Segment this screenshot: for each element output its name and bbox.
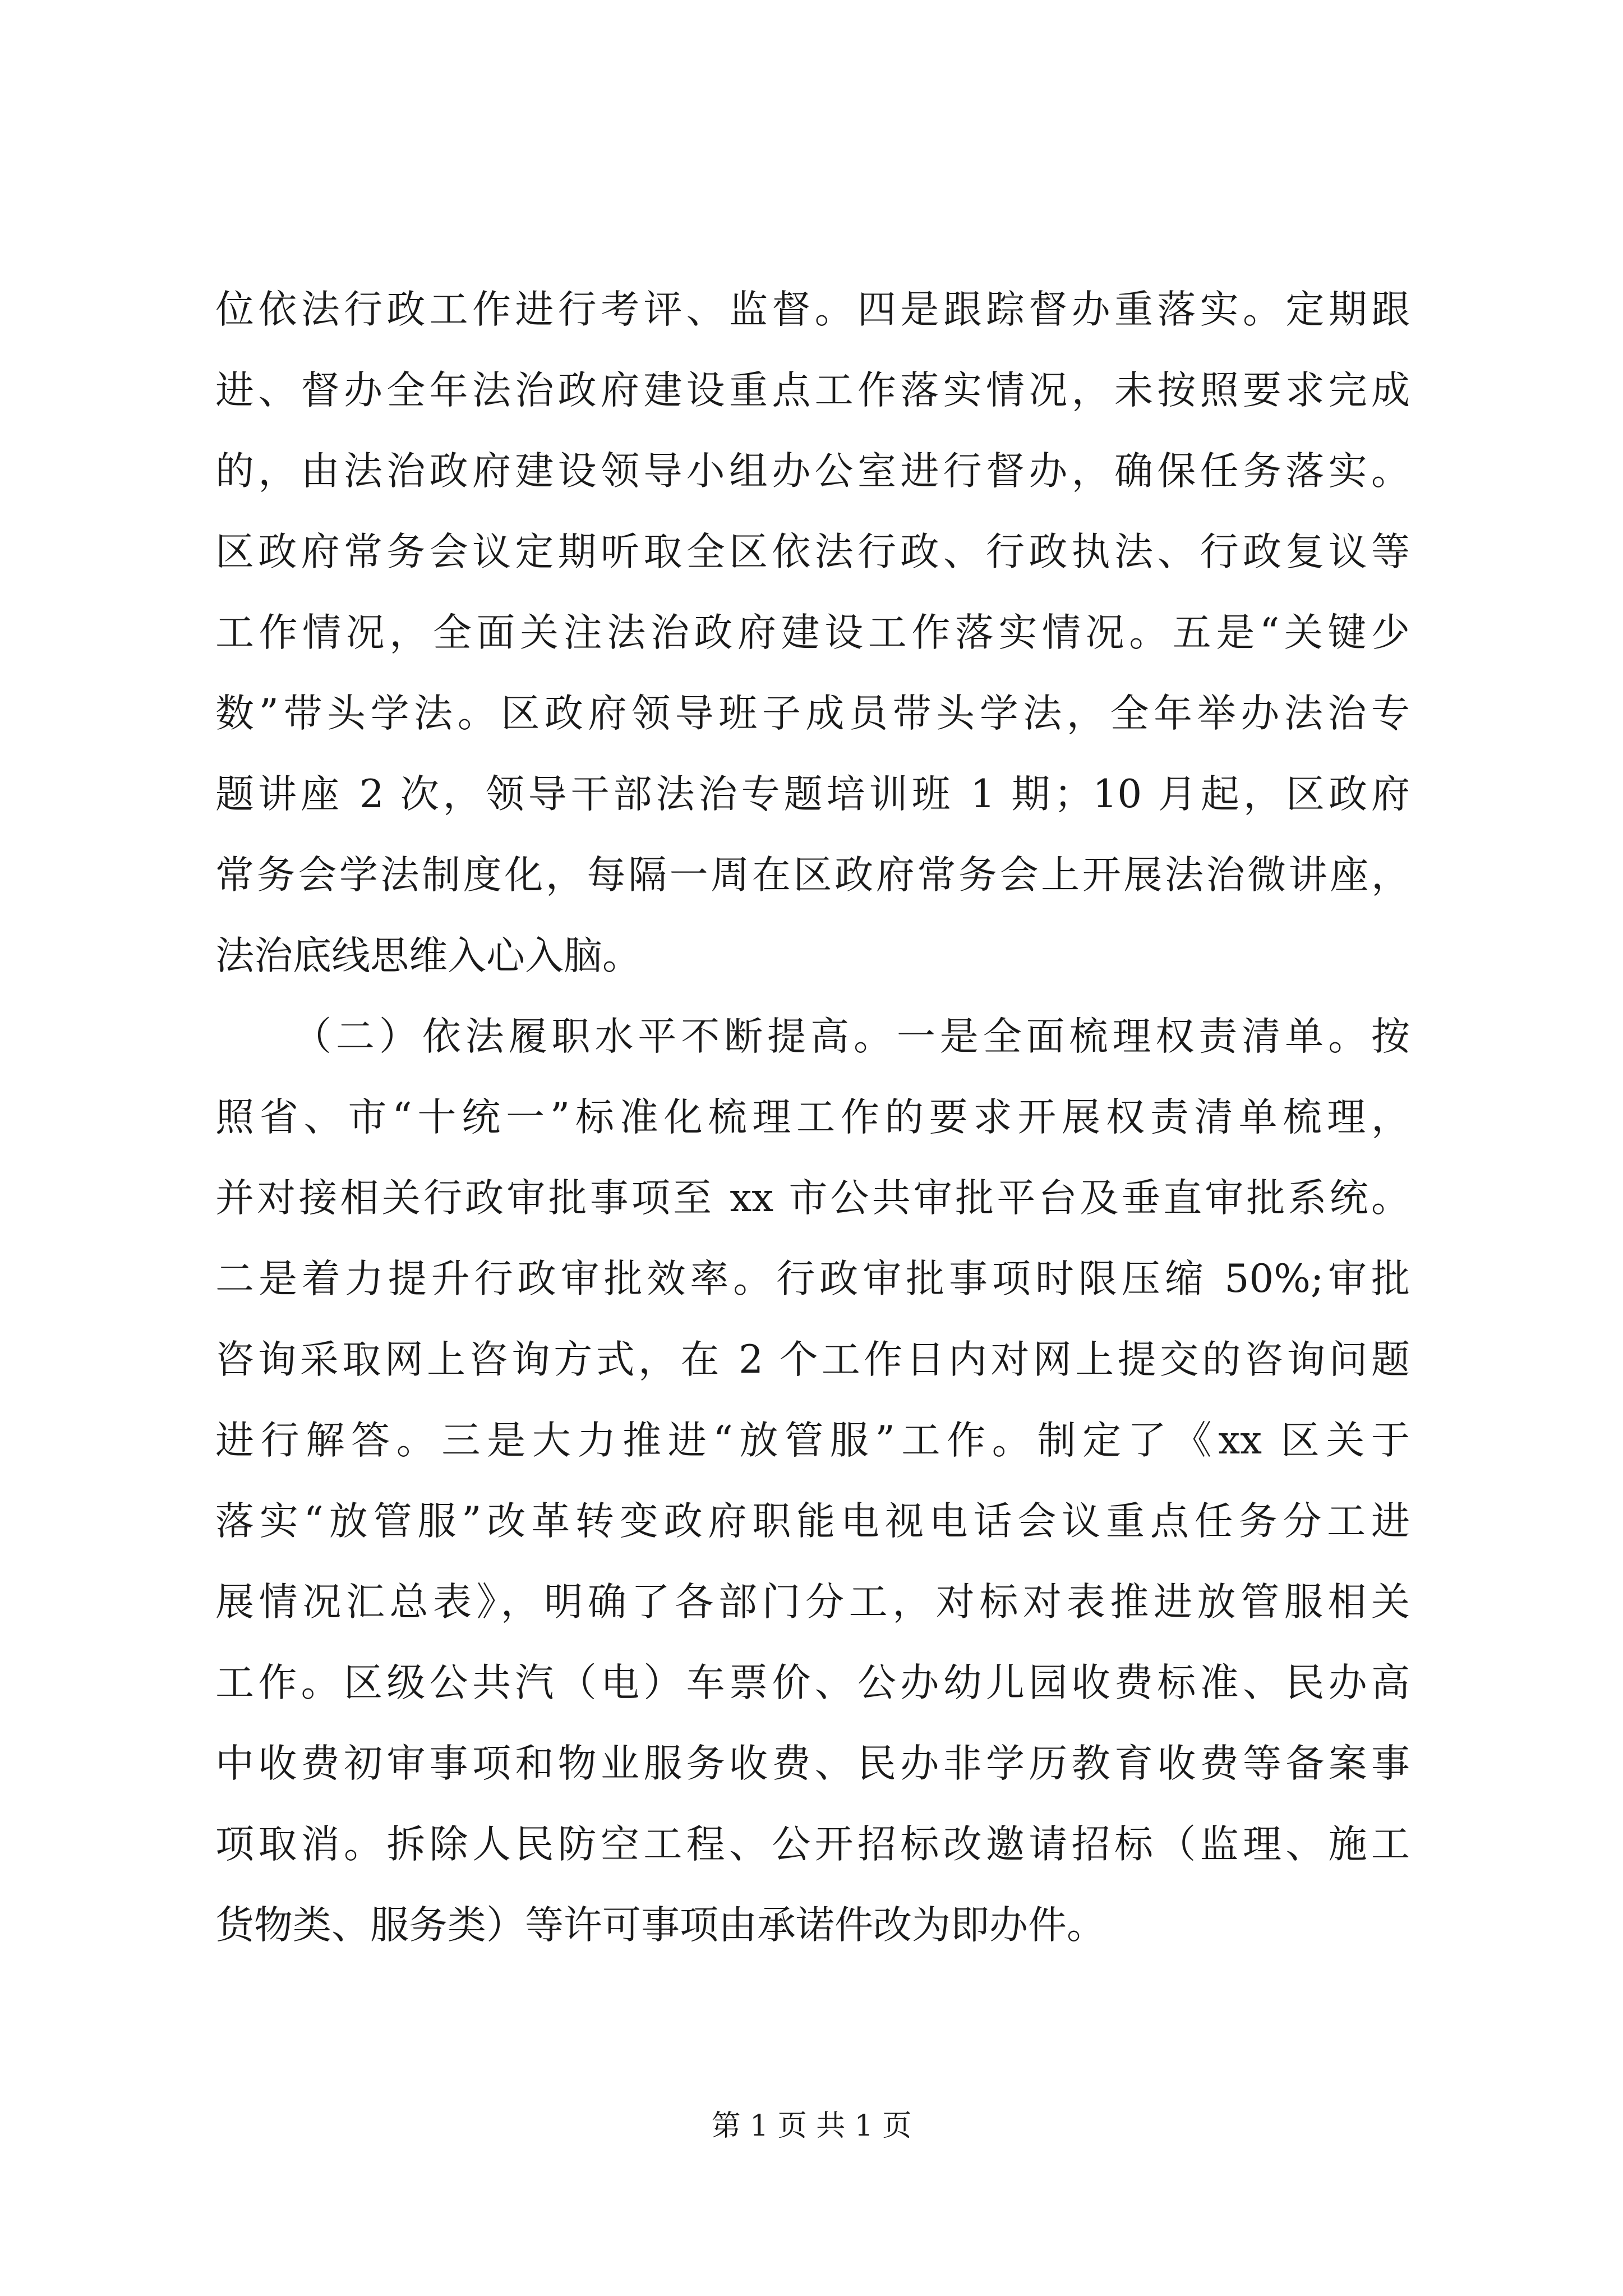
text-line: 进、督办全年法治政府建设重点工作落实情况，未按照要求完成 xyxy=(215,368,1410,413)
text-line: 照省、市“十统一”标准化梳理工作的要求开展权责清单梳理， xyxy=(215,1095,1410,1140)
section-heading-line: （二）依法履职水平不断提高。一是全面梳理权责清单。按 xyxy=(293,1014,1410,1059)
text-line: 二是着力提升行政审批效率。行政审批事项时限压缩 50%;审批 xyxy=(215,1257,1410,1301)
text-line: 展情况汇总表》，明确了各部门分工，对标对表推进放管服相关 xyxy=(215,1580,1410,1625)
text-line: 题讲座 2 次，领导干部法治专题培训班 1 期；10 月起，区政府 xyxy=(215,772,1410,817)
text-line: 中收费初审事项和物业服务收费、民办非学历教育收费等备案事 xyxy=(215,1741,1410,1786)
text-line: 并对接相关行政审批事项至 xx 市公共审批平台及垂直审批系统。 xyxy=(215,1176,1410,1221)
text-line: 位依法行政工作进行考评、监督。四是跟踪督办重落实。定期跟 xyxy=(215,287,1410,332)
page-number: 第 1 页 共 1 页 xyxy=(711,2109,912,2143)
text-line: 的，由法治政府建设领导小组办公室进行督办，确保任务落实。 xyxy=(215,449,1410,494)
text-line: 工作。区级公共汽（电）车票价、公办幼儿园收费标准、民办高 xyxy=(215,1660,1410,1705)
text-line: 区政府常务会议定期听取全区依法行政、行政执法、行政复议等 xyxy=(215,530,1410,574)
text-line: 货物类、服务类）等许可事项由承诺件改为即办件。 xyxy=(215,1903,1105,1948)
text-line: 落实“放管服”改革转变政府职能电视电话会议重点任务分工进 xyxy=(215,1499,1410,1544)
text-line: 进行解答。三是大力推进“放管服”工作。制定了《xx 区关于 xyxy=(215,1418,1410,1463)
text-line: 咨询采取网上咨询方式，在 2 个工作日内对网上提交的咨询问题 xyxy=(215,1337,1410,1382)
text-line: 工作情况，全面关注法治政府建设工作落实情况。五是“关键少 xyxy=(215,610,1410,655)
document-body xyxy=(215,269,1410,1966)
text-line: 常务会学法制度化，每隔一周在区政府常务会上开展法治微讲座， xyxy=(215,853,1410,898)
text-line: 项取消。拆除人民防空工程、公开招标改邀请招标（监理、施工 xyxy=(215,1822,1410,1867)
text-line: 法治底线思维入心入脑。 xyxy=(215,933,641,978)
page-footer xyxy=(0,2104,1623,2148)
text-line: 数”带头学法。区政府领导班子成员带头学法，全年举办法治专 xyxy=(215,691,1410,736)
